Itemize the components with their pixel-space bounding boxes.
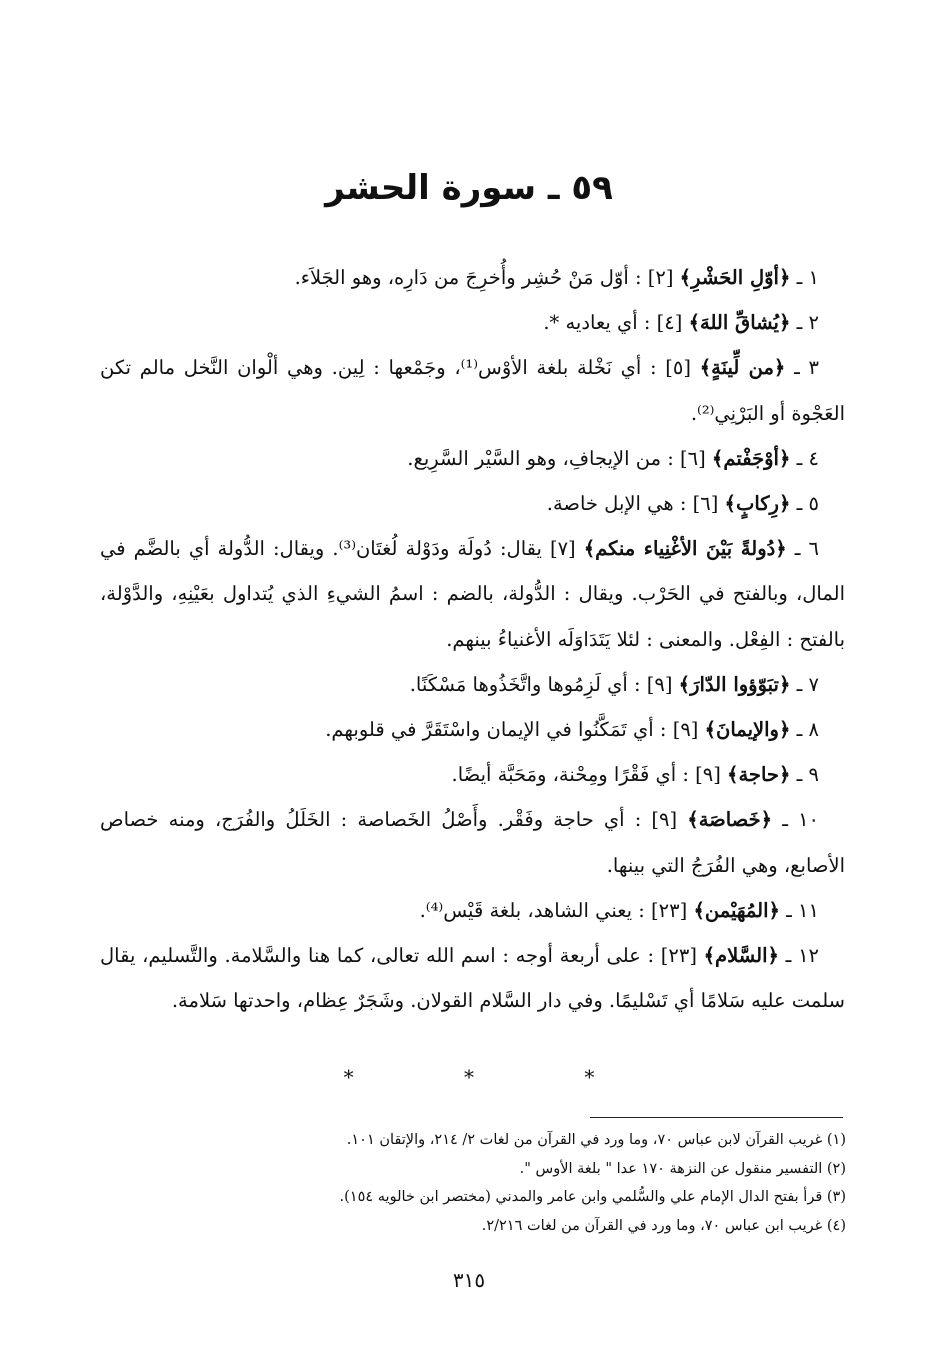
glossary-entry [100, 526, 845, 662]
entry-quote: ﴿خَصاصَة﴾ [687, 808, 773, 832]
chapter-title: ٥٩ ـ سورة الحشر [325, 168, 613, 208]
glossary-entries [100, 255, 845, 1023]
entry-quote: ﴿المُهَيْمن﴾ [693, 898, 780, 922]
footnote: (٢) التفسير منقول عن النزهة ١٧٠ عدا " بلغة الأوس ". [519, 1160, 846, 1177]
entry-text: [٤] : أي يعاديه *. [543, 311, 683, 335]
entry-quote: ﴿أوْجَفْتم﴾ [711, 446, 791, 470]
entry-number: ٦ ـ [794, 537, 819, 561]
entry-text: [٢٣] : على أربعة أوجه : اسم الله تعالى، كما هنا والسَّلامة. والتَّسليم، يقال سلمت عليه سَلامًا أي تَسْليمًا. وفي دار السَّلام القولان. وشَجَرٌ عِظام، واحدتها سَلامة. [100, 944, 845, 1013]
footnote-divider [590, 1117, 843, 1118]
glossary-entry [100, 300, 845, 345]
entry-quote: ﴿يُشاقِّ اللهَ﴾ [688, 311, 791, 335]
entry-text: [٦] : هي الإبل خاصة. [546, 492, 719, 516]
entry-number: ١٢ ـ [785, 944, 820, 968]
entry-quote: ﴿من لِّينَةٍ﴾ [699, 356, 786, 380]
entry-text: [٧] يقال: دُولَة ودَوْلة لُغتَان⁽³⁾. ويقال: الدُّولة أي بالضَّم في المال، وبالفتح في الحَرْب. ويقال : الدُّولة، بالضم : اسمُ الشيءِ الذي يُتداول بعَيْنِهِ، والدَّوْلة، بالفتح : الفِعْل. والمعنى : لئلا يَتَدَاوَلَه الأغنياءُ بينهم. [100, 537, 845, 651]
entry-number: ٣ ـ [794, 356, 819, 380]
entry-quote: ﴿حاجة﴾ [727, 763, 791, 787]
entry-text: [٢] : أوّل مَنْ حُشِر وأُخرِجَ من دَارِه، وهو الجَلاَء. [294, 266, 674, 289]
glossary-entry [100, 797, 845, 887]
entry-text: [٥] : أي نَخْلة بلغة الأوْس⁽¹⁾، وجَمْعها : لِين. وهي ألْوان النَّخل مالم تكن العَجْوة أو البَرْنِي⁽²⁾. [100, 356, 845, 425]
entry-number: ٤ ـ [796, 446, 819, 470]
entry-text: [٩] : أي فَقْرًا ومِحْنة، ومَحَبَّة أيضًا. [451, 763, 721, 787]
entry-quote: ﴿تبَوّؤوا الدّارَ﴾ [678, 672, 791, 696]
entry-text: [٩] : أي تَمَكَّنُوا في الإيمان واسْتَقَرَّ في قلوبهم. [325, 718, 699, 742]
entry-number: ٢ ـ [796, 311, 819, 335]
entry-number: ١١ ـ [786, 898, 819, 922]
glossary-entry [100, 436, 845, 481]
entry-quote: ﴿السَّلام﴾ [703, 944, 779, 968]
glossary-entry [100, 888, 845, 933]
entry-quote: ﴿والإيمانَ﴾ [704, 718, 791, 742]
entry-text: [٢٣] : يعني الشاهد، بلغة قَيْس⁽⁴⁾. [419, 898, 688, 922]
section-separator: * * * [343, 1065, 647, 1089]
entry-text: [٩] : أي حاجة وفَقْر. وأَصْلُ الخَصاصة : الخَلَلُ والفُرَج، ومنه خصاص الأصابع، وهي الفُرَجُ التي بينها. [100, 808, 845, 877]
entry-quote: ﴿أوّلِ الحَشْرِ﴾ [679, 266, 791, 289]
footnote: (١) غريب القرآن لابن عباس ٧٠، وما ورد في القرآن من لغات ٢/ ٢١٤، والإتقان ١٠١. [346, 1132, 846, 1148]
glossary-entry [100, 481, 845, 526]
footnote: (٤) غريب ابن عباس ٧٠، وما ورد في القرآن من لغات ٢/٢١٦. [481, 1217, 846, 1234]
glossary-entry [100, 933, 845, 1023]
glossary-entry [100, 255, 845, 300]
entry-number: ٩ ـ [796, 763, 819, 787]
glossary-entry [100, 752, 845, 797]
entry-text: [٦] : من الإيجافِ، وهو السَّيْر السَّرِيع. [407, 446, 706, 470]
glossary-entry [100, 707, 845, 752]
footnote: (٣) قرأ بفتح الدال الإمام علي والسُّلمي وابن عامر والمدني (مختصر ابن خالويه ١٥٤). [339, 1189, 846, 1205]
glossary-entry [100, 662, 845, 707]
footnotes [160, 1126, 846, 1240]
entry-number: ٥ ـ [796, 492, 819, 516]
entry-text: [٩] : أي لَزِمُوها واتَّخَذُوها مَسْكَنًا. [409, 672, 673, 696]
entry-quote: ﴿دُولةً بَيْنَ الأغْنِياء منكم﴾ [583, 537, 787, 561]
page-number: ٣١٥ [452, 1268, 486, 1292]
entry-number: ٨ ـ [796, 718, 819, 742]
entry-number: ١ ـ [796, 266, 819, 289]
entry-quote: ﴿رِكابٍ﴾ [724, 492, 791, 516]
entry-number: ١٠ ـ [782, 808, 820, 832]
glossary-entry [100, 345, 845, 435]
entry-number: ٧ ـ [796, 672, 819, 696]
